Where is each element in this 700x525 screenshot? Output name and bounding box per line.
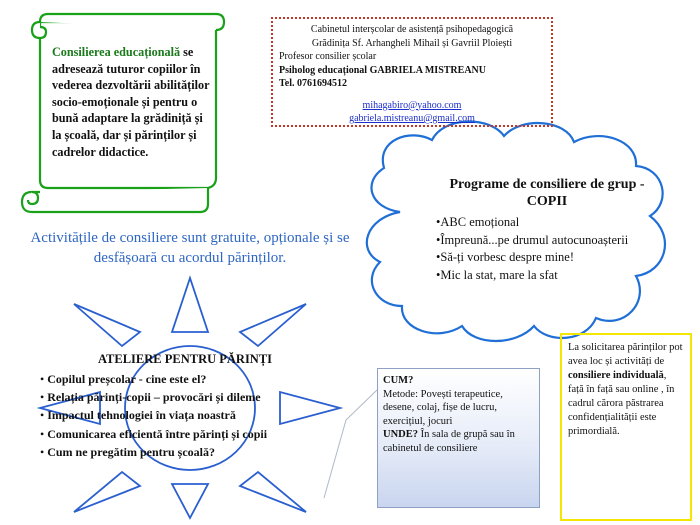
cloud-item: •Mic la stat, mare la sfat <box>436 267 558 282</box>
ateliere-item: • Impactul tehnologiei în viața noastră <box>40 406 340 424</box>
email-link-1[interactable]: mihagabiro@yahoo.com <box>362 99 462 111</box>
info-line-4: Psiholog educațional GABRIELA MISTREANU <box>279 64 486 76</box>
ateliere-list <box>40 370 340 461</box>
ateliere-item: • Cum ne pregătim pentru școală? <box>40 443 340 461</box>
individual-text-bold: consiliere individuală <box>568 370 664 381</box>
scroll-title: Consilierea educațională <box>52 45 181 59</box>
cloud-text <box>436 176 658 284</box>
ateliere-title: ATELIERE PENTRU PĂRINȚI <box>97 352 273 366</box>
info-line-1: Cabinetul interșcolar de asistență psihopedagogică <box>310 24 514 35</box>
ateliere-item: • Relația părinți-copii – provocări și dileme <box>40 388 340 406</box>
scroll-body: se adresează tuturor copiilor în vederea dezvoltării abilităților socio-emoționale și pentru o bună adaptare la grădiniță și la școală, dar și părinților și cadrelor didactice. <box>52 45 210 159</box>
statement-text: Activitățile de consiliere sunt gratuite, opționale și se desfășoară cu acordul părinților. <box>30 230 350 266</box>
info-line-3: Profesor consilier școlar <box>279 51 377 62</box>
individual-text-pre: La solicitarea părinților pot avea loc și activități de <box>568 342 683 367</box>
info-phone: Tel. 0761694512 <box>279 78 347 89</box>
ateliere-item: • Copilul preșcolar - cine este el? <box>40 370 340 388</box>
cloud-item: •ABC emoțional <box>436 215 520 229</box>
cum-question: CUM? <box>383 375 414 386</box>
ateliere-item: • Comunicarea eficientă între părinți și copii <box>40 425 340 443</box>
cloud-item: •Împreună...pe drumul autocunoașterii <box>436 232 629 247</box>
cloud-title: Programe de consiliere de grup - COPII <box>449 177 645 209</box>
individual-box <box>560 333 692 521</box>
unde-question: UNDE? <box>383 429 419 440</box>
cum-box <box>377 368 540 508</box>
scroll-text <box>52 44 212 160</box>
unde-answer: În sala de grupă sau în cabinetul de consiliere <box>383 429 515 454</box>
cloud-item: •Să-ți vorbesc despre mine! <box>436 250 575 264</box>
email-link-2[interactable]: gabriela.mistreanu@gmail.com <box>349 113 475 124</box>
cum-answer: Metode: Povești terapeutice, desene, colaj, fișe de lucru, exercițiul, jocuri <box>383 388 503 427</box>
info-box <box>271 17 553 127</box>
info-line-2: Grădinița Sf. Arhangheli Mihail și Gavriil Ploiești <box>311 37 513 49</box>
individual-text-post: , față în față sau online , în cadrul cărora păstrarea confidențialității este primordială. <box>568 370 675 437</box>
